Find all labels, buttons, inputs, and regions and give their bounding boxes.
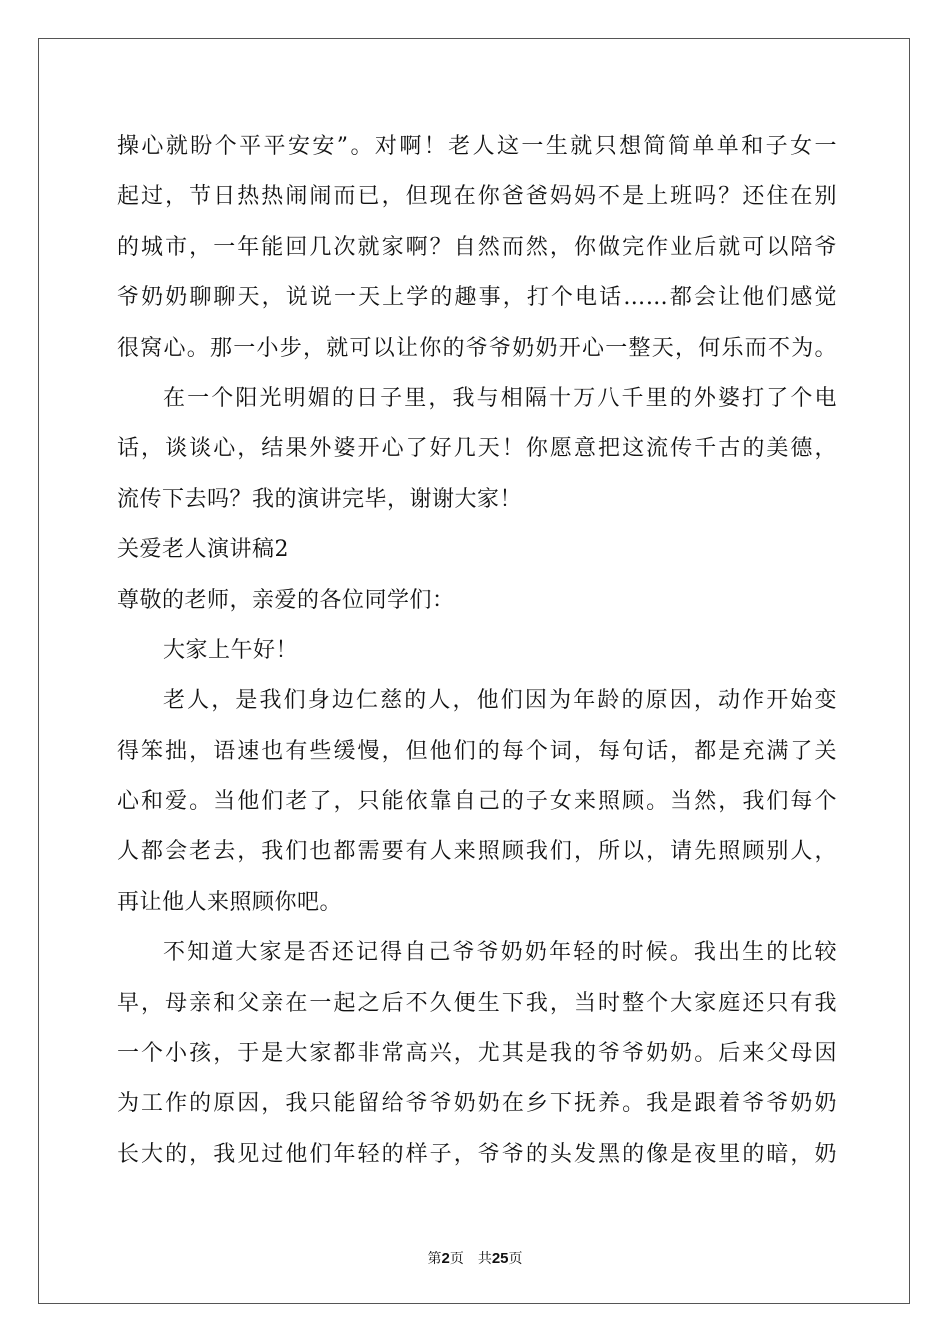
section-heading: 关爱老人演讲稿2: [117, 537, 289, 563]
text-line: 心和爱。当他们老了，只能依靠自己的子女来照顾。当然，我们每个: [117, 789, 837, 815]
text-line: 操心就盼个平平安安”。对啊！老人这一生就只想简简单单和子女一: [117, 134, 837, 159]
text-line: 很窝心。那一小步，就可以让你的爷爷奶奶开心一整天，何乐而不为。: [117, 335, 837, 361]
text-line: 长大的，我见过他们年轻的样子，爷爷的头发黑的像是夜里的暗，奶: [117, 1141, 837, 1167]
document-body: [117, 122, 837, 1180]
text-line: 话，谈谈心，结果外婆开心了好几天！你愿意把这流传千古的美德，: [117, 436, 837, 462]
text-line: 的城市，一年能回几次就家啊？自然而然，你做完作业后就可以陪爷: [117, 234, 837, 260]
paragraph-first-line: 在一个阳光明媚的日子里，我与相隔十万八千里的外婆打了个电: [163, 385, 837, 411]
footer-page-suffix: 页 共: [449, 1251, 492, 1267]
paragraph-first-line: 老人，是我们身边仁慈的人，他们因为年龄的原因，动作开始变: [163, 688, 837, 714]
page-footer: [0, 1248, 950, 1268]
footer-total-suffix: 页: [508, 1251, 523, 1267]
text-line: 为工作的原因，我只能留给爷爷奶奶在乡下抚养。我是跟着爷爷奶奶: [117, 1091, 837, 1117]
greeting: 大家上午好！: [163, 637, 299, 663]
footer-prefix: 第: [427, 1251, 442, 1267]
text-line: 再让他人来照顾你吧。: [117, 889, 343, 915]
text-line: 起过，节日热热闹闹而已，但现在你爸爸妈妈不是上班吗？还住在别: [117, 184, 837, 210]
text-line: 得笨拙，语速也有些缓慢，但他们的每个词，每句话，都是充满了关: [117, 738, 837, 764]
text-line: 早，母亲和父亲在一起之后不久便生下我，当时整个大家庭还只有我: [117, 990, 837, 1016]
text-line: 流传下去吗？我的演讲完毕，谢谢大家！: [117, 486, 523, 512]
text-line: 一个小孩，于是大家都非常高兴，尤其是我的爷爷奶奶。后来父母因: [117, 1041, 837, 1067]
page-number: 2: [441, 1250, 450, 1267]
text-line: 人都会老去，我们也都需要有人来照顾我们，所以，请先照顾别人，: [117, 839, 837, 865]
text-line: 爷奶奶聊聊天，说说一天上学的趣事，打个电话……都会让他们感觉: [117, 285, 837, 311]
total-pages: 25: [491, 1250, 509, 1267]
salutation: 尊敬的老师，亲爱的各位同学们：: [117, 587, 455, 613]
paragraph-first-line: 不知道大家是否还记得自己爷爷奶奶年轻的时候。我出生的比较: [163, 940, 837, 966]
